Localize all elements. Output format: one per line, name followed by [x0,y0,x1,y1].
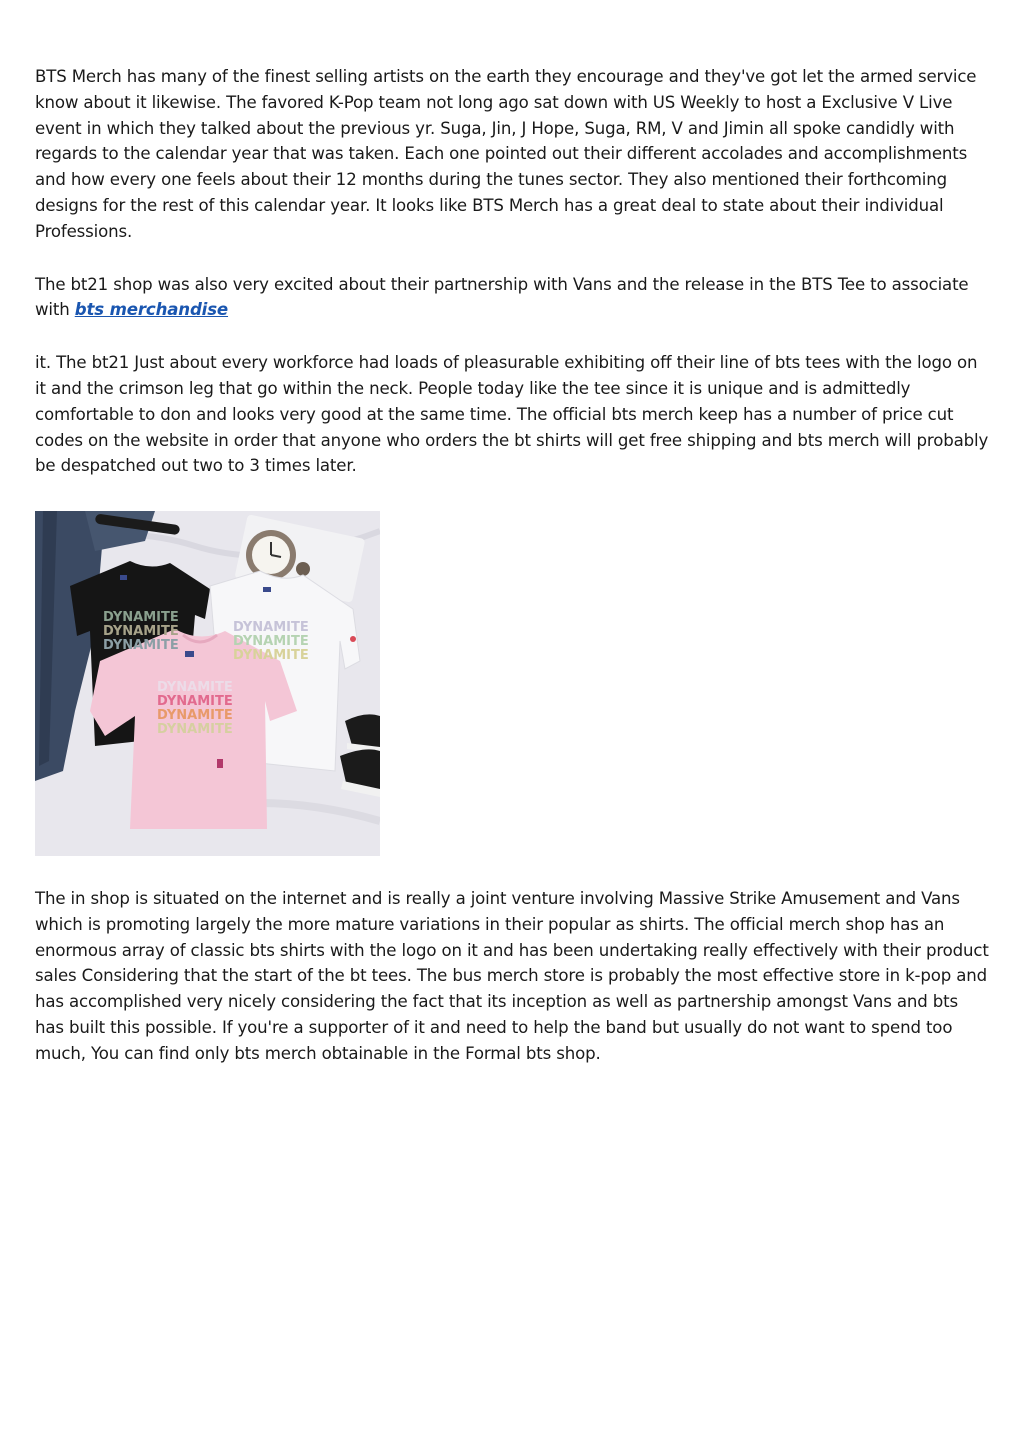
paragraph-intro: BTS Merch has many of the finest selling artists on the earth they encourage and they've got let the armed service know about it likewise. The favored K-Pop team not long ago sat down with US Weekly to host a Exclusive V Live event in which they talked about the previous yr. Suga, Jin, J Hope, Suga, RM, V and Jimin all spoke candidly with regards to the calendar year that was taken. Each one pointed out their different accolades and accomplishments and how every one feels about their 12 months during the tunes sector. They also mentioned their forthcoming designs for the rest of this calendar year. It looks like BTS Merch has a great deal to state about their individual Professions. [35,67,977,241]
product-photo [35,511,380,856]
print-white-3: DYNAMITE [233,648,309,663]
paragraph-partnership-text: The bt21 shop was also very excited about their partnership with Vans and the release in the BTS Tee to associate with [35,274,969,320]
bts-merchandise-link[interactable]: bts merchandise [74,300,229,320]
article-body [35,64,990,1063]
paragraph-partnership [35,272,990,324]
paragraph-shop: The in shop is situated on the internet and is really a joint venture involving Massive Strike Amusement and Vans which is promoting largely the more mature variations in their popular as shirts. The official merch shop has an enormous array of classic bts shirts with the logo on it and has been undertaking really effectively with their product sales Considering that the start of the bt tees. The bus merch store is probably the most effective store in k-pop and has accomplished very nicely considering the fact that its inception as well as partnership amongst Vans and bts has built this possible. If you're a supporter of it and need to help the band but usually do not want to spend too much, You can find only bts merch obtainable in the Formal bts shop. [35,889,989,1063]
paragraph-tees: it. The bt21 Just about every workforce had loads of pleasurable exhibiting off their line of bts tees with the logo on it and the crimson leg that go within the neck. People today like the tee since it is unique and is admittedly comfortable to don and looks very good at the same time. The official bts merch keep has a number of price cut codes on the website in order that anyone who orders the bt shirts will get free shipping and bts merch will probably be despatched out two to 3 times later. [35,353,989,476]
print-pink-4: DYNAMITE [157,722,233,737]
print-pink-1: DYNAMITE [157,680,233,695]
print-black-2: DYNAMITE [103,624,179,639]
print-pink-2: DYNAMITE [157,694,233,709]
print-black-1: DYNAMITE [103,610,179,625]
print-white-1: DYNAMITE [233,620,309,635]
print-black-3: DYNAMITE [103,638,179,653]
print-pink-3: DYNAMITE [157,708,233,723]
print-white-2: DYNAMITE [233,634,309,649]
